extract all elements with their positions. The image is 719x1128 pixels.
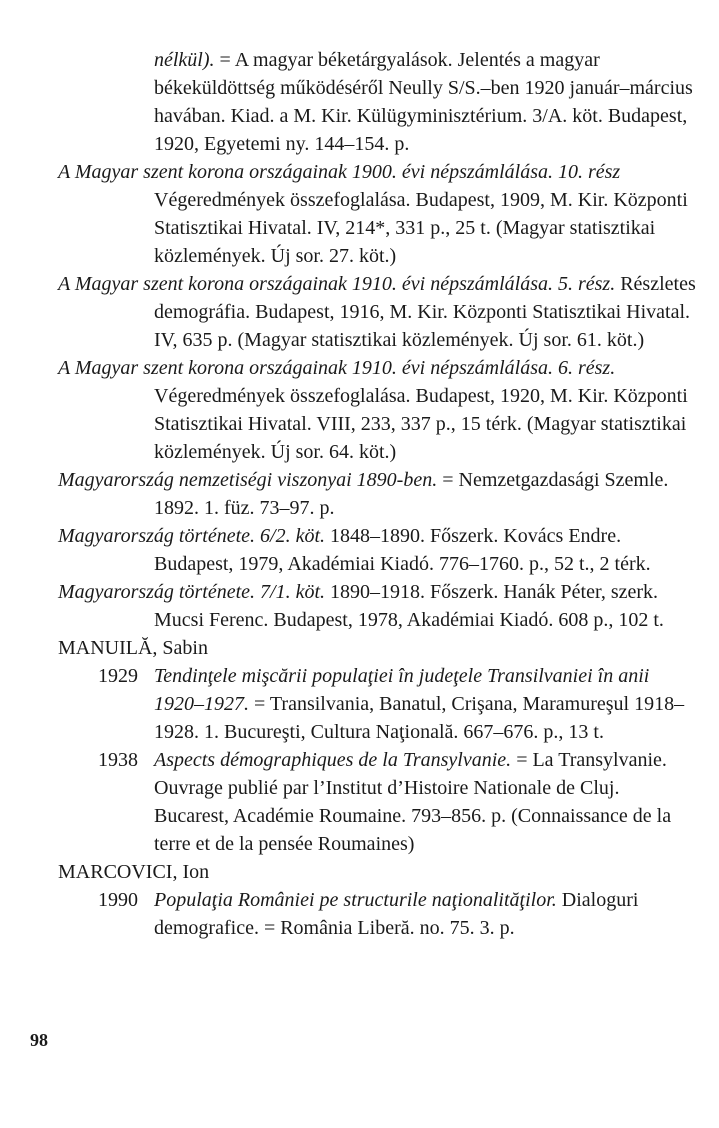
- bib-entry-text: Végeredmények összefoglalása. Budapest, 1920, M. Kir. Központi Statisztikai Hivatal. VIII, 233, 337 p., 15 térk. (Magyar statisztikai közlemények. Új sor. 64. köt.): [154, 385, 688, 463]
- bib-entry: [58, 578, 698, 634]
- author-heading: MARCOVICI, Ion: [58, 861, 210, 883]
- work-title: Aspects démographiques de la Transylvanie.: [154, 749, 512, 771]
- bib-entry-continued: [58, 46, 698, 158]
- work-year: 1929: [98, 665, 138, 687]
- bib-entry-text: Részletes demográfia. Budapest, 1916, M. Kir. Központi Statisztikai Hivatal. IV, 635 p. (Magyar statisztikai közlemények. Új sor. 61. köt.): [154, 273, 696, 351]
- author-work: [58, 662, 698, 746]
- bib-entry-title: Magyarország története. 6/2. köt.: [58, 525, 326, 547]
- author-heading: MANUILĂ, Sabin: [58, 637, 208, 659]
- bib-entry: [58, 466, 698, 522]
- work-text: = Transilvania, Banatul, Crişana, Maramureşul 1918–1928. 1. Bucureşti, Cultura Naţională. 667–676. p., 13 t.: [154, 693, 685, 743]
- work-text: = La Transylvanie. Ouvrage publié par l’Institut d’Histoire Nationale de Cluj. Bucarest, Académie Roumaine. 793–856. p. (Connaissance de la terre et de la pensée Roumaines): [154, 749, 672, 855]
- author-work: [58, 746, 698, 858]
- page-number: 98: [30, 1030, 48, 1050]
- bibliography-page: [58, 46, 698, 942]
- bib-entry-text: Végeredmények összefoglalása. Budapest, 1909, M. Kir. Központi Statisztikai Hivatal. IV, 214*, 331 p., 25 t. (Magyar statisztikai közlemények. Új sor. 27. köt.): [154, 189, 688, 267]
- bib-entry-text: = Nemzetgazdasági Szemle. 1892. 1. füz. 73–97. p.: [154, 469, 669, 519]
- bib-entry-title: A Magyar szent korona országainak 1910. évi népszámlálása. 5. rész.: [58, 273, 616, 295]
- work-text: Dialoguri demografice. = România Liberă. no. 75. 3. p.: [154, 889, 639, 939]
- bib-entry: [58, 270, 698, 354]
- bib-entry: [58, 522, 698, 578]
- bib-entry-title: Magyarország nemzetiségi viszonyai 1890-ben.: [58, 469, 438, 491]
- bib-entry-text: nélkül). = A magyar béketárgyalások. Jelentés a magyar békeküldöttség működéséről Neully S/S.–ben 1920 január–március havában. Kiad. a M. Kir. Külügyminisztérium. 3/A. köt. Budapest, 1920, Egyetemi ny. 144–154. p.: [154, 49, 693, 155]
- work-year: 1990: [98, 889, 138, 911]
- bib-entry: [58, 354, 698, 466]
- bib-entry: [58, 158, 698, 270]
- bib-entry-text: 1848–1890. Főszerk. Kovács Endre. Budapest, 1979, Akadémiai Kiadó. 776–1760. p., 52 t., 2 térk.: [154, 525, 651, 575]
- author-work: [58, 886, 698, 942]
- work-year: 1938: [98, 749, 138, 771]
- bib-entry-title: Magyarország története. 7/1. köt.: [58, 581, 326, 603]
- work-title: Populaţia României pe structurile naţionalităţilor.: [154, 889, 557, 911]
- bib-entry-title: A Magyar szent korona országainak 1910. évi népszámlálása. 6. rész.: [58, 357, 616, 379]
- work-title: Tendinţele mişcării populaţiei în judeţele Transilvaniei în anii 1920–1927.: [154, 665, 650, 715]
- bib-entry-title: A Magyar szent korona országainak 1900. évi népszámlálása. 10. rész: [58, 161, 621, 183]
- bib-entry-text: 1890–1918. Főszerk. Hanák Péter, szerk. Mucsi Ferenc. Budapest, 1978, Akadémiai Kiadó. 608 p., 102 t.: [154, 581, 664, 631]
